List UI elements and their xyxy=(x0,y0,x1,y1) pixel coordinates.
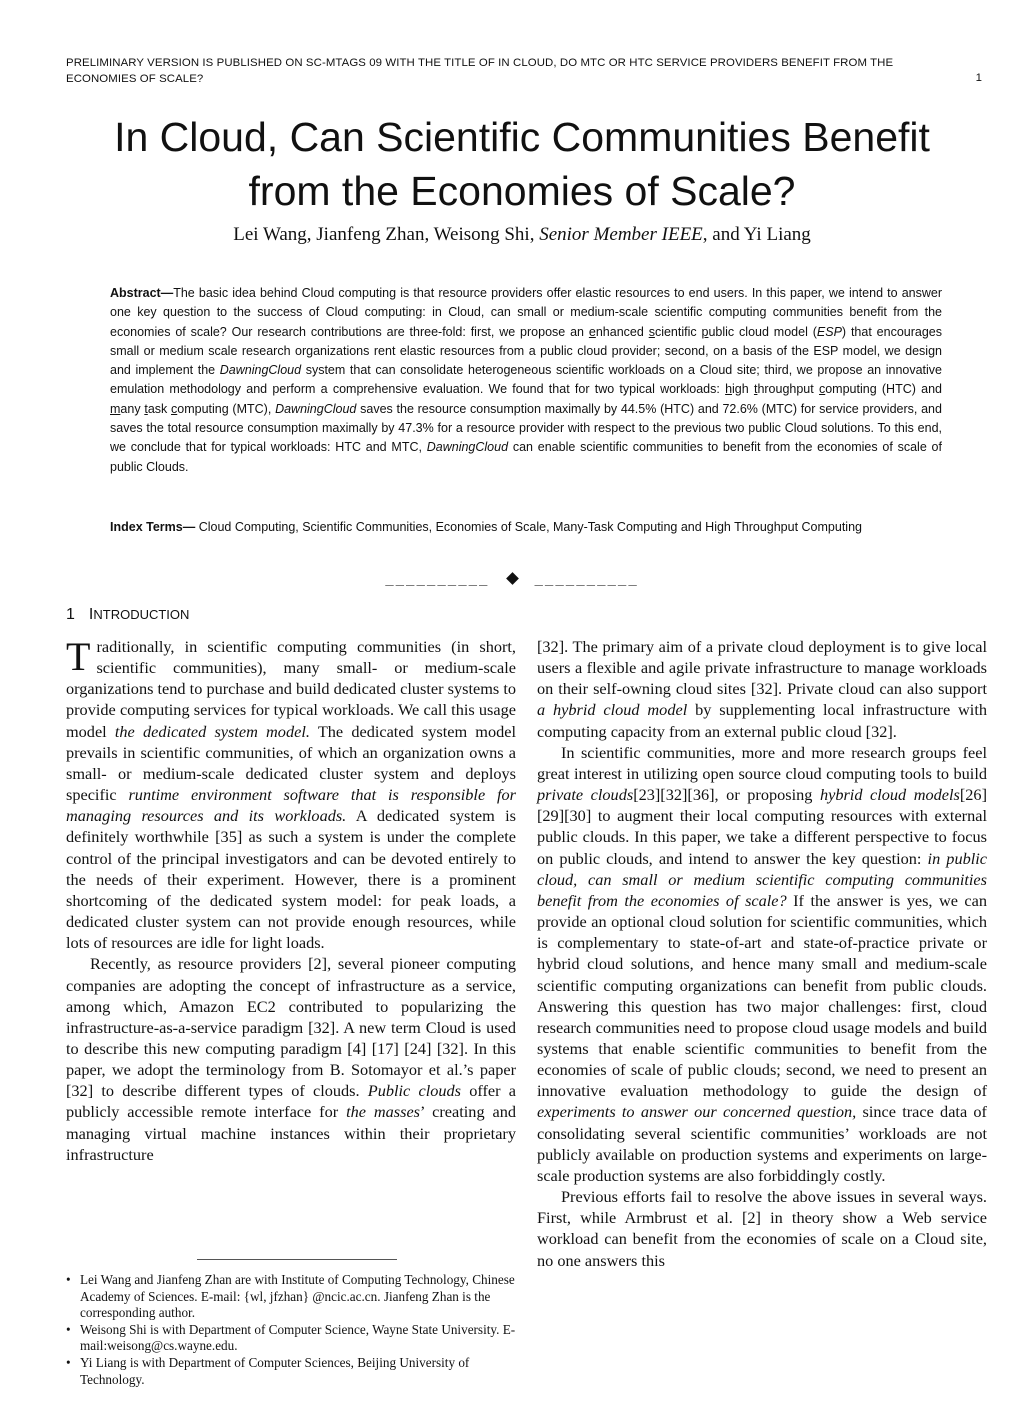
drop-cap: T xyxy=(66,634,91,679)
page-number: 1 xyxy=(975,72,982,84)
abstract-text: cientific xyxy=(654,324,702,339)
body-text: If the answer is yes, we can provide an optional cloud solution for scientific communities, which is complementary to state-of-art and state-of-practice private or hybrid cloud solutions, and hence many small and medium-scale scientific computing organizations can benefit from public clouds. Answering this question has two major challenges: first, cloud research communities need to propose cloud usage models and build systems that enable scientific communities to benefit from the economies of scale of public clouds; second, we need to present an innovative evaluation methodology to guide the design of xyxy=(537,890,987,1101)
abstract-emphasis: DawningCloud xyxy=(275,401,357,416)
body-emphasis: a hybrid cloud model xyxy=(537,700,688,720)
paragraph xyxy=(66,636,516,953)
title-line-2: from the Economies of Scale? xyxy=(248,168,796,214)
body-emphasis: private clouds xyxy=(537,785,634,805)
body-text: Previous efforts fail to resolve the above issues in several ways. First, while Armbrust et al. [2] in theory show a Web service workload can benefit from the economies of scale on a Cloud site, no one answers this xyxy=(537,1187,987,1270)
paper-title xyxy=(40,110,1004,218)
abstract-emphasis: DawningCloud xyxy=(219,363,302,378)
body-emphasis: hybrid cloud models xyxy=(819,785,960,805)
abstract-text: omputing (HTC) and xyxy=(825,382,943,397)
footnotes xyxy=(66,1272,522,1388)
abstract-text: system that can consolidate heterogeneous scientific workloads on a Cloud site; third, we propose an innovative emulation methodology and perform a comprehensive evaluation. We found that for two typical workloads: xyxy=(110,363,943,397)
author-names: Lei Wang, Jianfeng Zhan, Weisong Shi, xyxy=(233,224,535,245)
index-terms xyxy=(110,518,942,537)
body-text: by supplementing local infrastructure with computing capacity from an external public cloud [32]. xyxy=(537,700,987,741)
body-text: [23][32][36], or proposing xyxy=(633,785,820,805)
left-column xyxy=(66,636,516,1165)
section-title-initial: I xyxy=(88,606,94,623)
abstract-dash: — xyxy=(160,286,174,300)
abstract-text: igh xyxy=(732,382,754,397)
abstract-underline: h xyxy=(725,382,733,397)
abstract-underline: t xyxy=(144,401,148,416)
right-column xyxy=(537,636,987,1271)
running-header: PRELIMINARY VERSION IS PUBLISHED ON SC-MTAGS 09 WITH THE TITLE OF IN CLOUD, DO MTC OR HTC SERVICE PROVIDERS BENEFIT FROM THE ECONOMIES OF SCALE? xyxy=(66,57,894,85)
body-text: offer a publicly accessible remote interface for xyxy=(66,1081,516,1122)
body-text: ’ creating and managing virtual machine instances within their proprietary infrastructure xyxy=(66,1102,517,1164)
body-emphasis: experiments to answer our concerned question, xyxy=(537,1102,857,1122)
body-emphasis: the dedicated system model. xyxy=(114,721,310,741)
body-text: raditionally, in scientific computing communities (in short, scientific communities), many small- or medium-scale organizations tend to purchase and build dedicated cluster systems to provide computing services for typical workloads. We call this usage model xyxy=(66,637,516,741)
abstract-text: ublic cloud model ( xyxy=(708,324,817,339)
section-divider xyxy=(0,566,1024,590)
title-line-1: In Cloud, Can Scientific Communities Benefit xyxy=(114,114,930,160)
abstract-text: ask xyxy=(147,401,172,416)
abstract-text: hroughput xyxy=(757,382,819,397)
body-text: The dedicated system model prevails in scientific communities, of which an organization owns a small- or medium-scale dedicated cluster system and deploys specific xyxy=(66,721,517,805)
paragraph xyxy=(537,742,987,1186)
paragraph xyxy=(537,636,987,742)
body-text: since trace data of consolidating several scientific communities’ workloads are not publicly available on production systems and experiments on large-scale production systems are also forbiddingly costly. xyxy=(537,1102,987,1185)
body-text: [32]. The primary aim of a private cloud deployment is to give local users a flexible and agile private infrastructure to manage workloads on their self-owning cloud sites [32]. Private cloud can also support xyxy=(537,637,987,699)
abstract-text: any xyxy=(120,401,145,416)
index-terms-label: Index Terms xyxy=(110,520,183,534)
section-heading xyxy=(66,606,189,624)
section-number: 1 xyxy=(66,606,75,623)
abstract-label: Abstract xyxy=(110,286,161,300)
body-text: Recently, as resource providers [2], several pioneer computing companies are adopting the concept of infrastructure as a service, among which, Amazon EC2 contributed to popularizing the infrastructure-as-a-service paradigm [32]. A new term Cloud is used to describe this new computing paradigm [4] [17] [24] [32]. In this paper, we adopt the terminology from B. Sotomayor et al.’s paper [32] to describe different types of clouds. xyxy=(66,954,516,1101)
author-line xyxy=(40,224,1004,246)
abstract-emphasis: DawningCloud xyxy=(426,440,509,455)
abstract-text: omputing (MTC), xyxy=(177,401,276,416)
body-text: A dedicated system is definitely worthwhile [35] as such a system is under the complete control of the principal investigators and can be devoted entirely to the needs of their experiment. However, there is a prominent shortcoming of the dedicated system model: for peak loads, a dedicated cluster system can not provide enough resources, while lots of resources are idle for light loads. xyxy=(66,806,516,953)
body-emphasis: in public cloud, can small or medium scientific computing communities benefit from the economies of scale? xyxy=(537,848,987,910)
body-emphasis: runtime environment software that is responsible for managing resources and its workloads. xyxy=(66,785,517,826)
abstract-text: ) that encourages small or medium scale research organizations rent elastic resources from a public cloud provider; second, on a basis of the ESP model, we design and implement the xyxy=(110,324,942,378)
abstract-underline: p xyxy=(701,324,709,339)
paragraph xyxy=(537,1186,987,1271)
abstract-emphasis: ESP xyxy=(816,324,842,339)
author-tail: , and Yi Liang xyxy=(702,224,811,245)
abstract-text: can enable scientific communities to benefit from the economies of scale of public Clouds. xyxy=(110,440,942,474)
abstract xyxy=(110,284,942,477)
footnote-item: • Weisong Shi is with Department of Computer Science, Wayne State University. E-mail:weisong@cs.wayne.edu. xyxy=(66,1322,522,1355)
body-emphasis: Public clouds xyxy=(367,1081,461,1101)
footnote-item: • Lei Wang and Jianfeng Zhan are with Institute of Computing Technology, Chinese Academy of Sciences. E-mail: {wl, jfzhan} @ncic.ac.cn. Jianfeng Zhan is the corresponding author. xyxy=(66,1272,522,1322)
abstract-underline: m xyxy=(110,401,121,416)
abstract-underline: c xyxy=(818,382,826,397)
author-affiliation-title: Senior Member IEEE xyxy=(539,224,703,245)
diamond-icon xyxy=(506,572,519,585)
abstract-text: nhanced xyxy=(595,324,649,339)
body-emphasis: the masses xyxy=(346,1102,421,1122)
index-terms-dash: — xyxy=(182,520,196,534)
footnote-rule xyxy=(197,1259,397,1260)
index-terms-text: Cloud Computing, Scientific Communities, Economies of Scale, Many-Task Computing and High Throughput Computing xyxy=(195,520,862,534)
abstract-underline: c xyxy=(171,401,178,416)
footnote-item: • Yi Liang is with Department of Computer Sciences, Beijing University of Technology. xyxy=(66,1355,522,1388)
abstract-text: saves the resource consumption maximally by 44.5% (HTC) and 72.6% (MTC) for service providers, and saves the total resource consumption maximally by 47.3% for a resource provider with respect to the previous two public Cloud solutions. To this end, we conclude that for typical workloads: HTC and MTC, xyxy=(110,401,942,455)
divider-dashes-left: __________ xyxy=(385,570,490,586)
divider-dashes-right: __________ xyxy=(534,570,639,586)
section-title-rest: NTRODUCTION xyxy=(93,607,190,622)
abstract-text: The basic idea behind Cloud computing is that resource providers offer elastic resources to end users. In this paper, we intend to answer one key question to the success of Cloud computing: in Cloud, can small or medium-scale scientific computing communities benefit from the economies of scale? Our research contributions are three-fold: first, we propose an xyxy=(110,286,942,339)
paragraph xyxy=(66,953,516,1165)
abstract-underline: s xyxy=(648,324,655,339)
body-text: In scientific communities, more and more research groups feel great interest in utilizing open source cloud computing tools to build xyxy=(537,742,987,783)
abstract-underline: e xyxy=(588,324,596,339)
abstract-underline: t xyxy=(753,382,758,397)
body-text: [26][29][30] to augment their local computing resources with external public clouds. In this paper, we take a different perspective to focus on public clouds, and intend to answer the key question: xyxy=(537,785,987,868)
